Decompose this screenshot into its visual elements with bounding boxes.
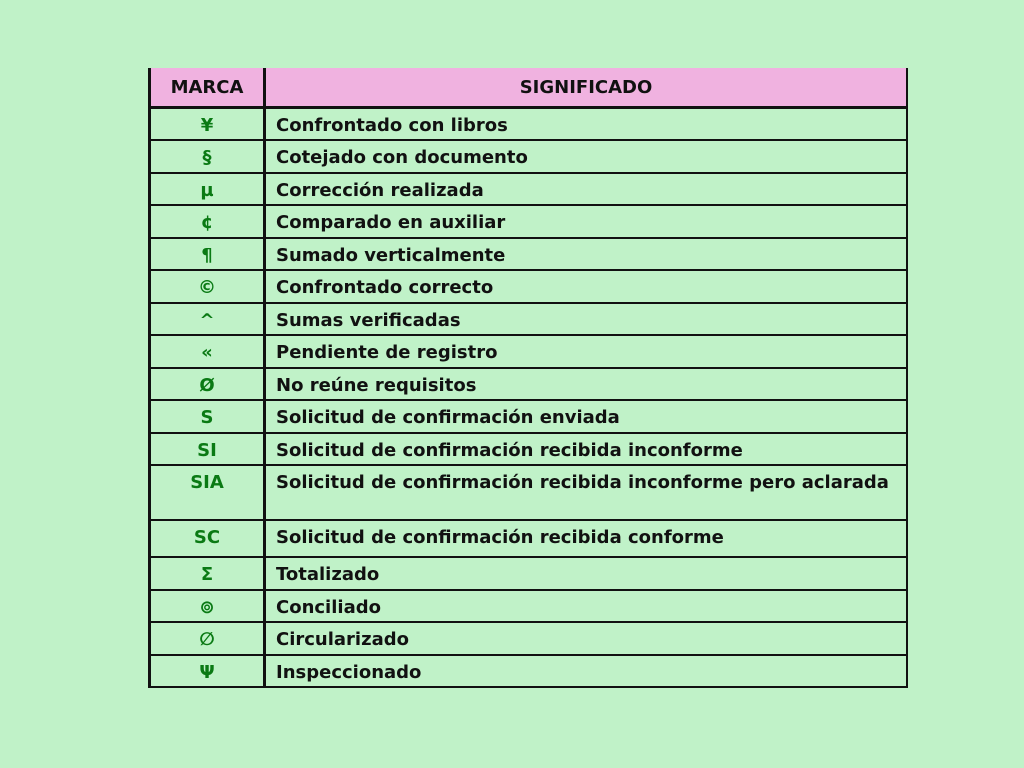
table-row — [150, 173, 908, 206]
mark-symbol: § — [150, 140, 265, 173]
mark-symbol: µ — [150, 173, 265, 206]
table-row — [150, 557, 908, 590]
header-meaning: SIGNIFICADO — [265, 68, 908, 108]
table-row — [150, 520, 908, 557]
mark-symbol: SC — [150, 520, 265, 557]
table-row — [150, 140, 908, 173]
mark-symbol: Ψ — [150, 655, 265, 688]
mark-symbol: ^ — [150, 303, 265, 336]
table-row — [150, 655, 908, 688]
table-row — [150, 108, 908, 141]
table-row — [150, 433, 908, 466]
table-row — [150, 205, 908, 238]
mark-symbol: Σ — [150, 557, 265, 590]
mark-meaning: Comparado en auxiliar — [265, 205, 908, 238]
mark-symbol: ¶ — [150, 238, 265, 271]
table-header-row — [150, 68, 908, 108]
table-row — [150, 335, 908, 368]
table-row — [150, 270, 908, 303]
mark-meaning: Corrección realizada — [265, 173, 908, 206]
mark-meaning: Cotejado con documento — [265, 140, 908, 173]
mark-meaning: Sumado verticalmente — [265, 238, 908, 271]
mark-symbol: ¢ — [150, 205, 265, 238]
table-row — [150, 622, 908, 655]
mark-symbol: © — [150, 270, 265, 303]
mark-symbol: « — [150, 335, 265, 368]
header-mark: MARCA — [150, 68, 265, 108]
mark-meaning: Solicitud de confirmación recibida inconforme — [265, 433, 908, 466]
mark-meaning: Circularizado — [265, 622, 908, 655]
mark-meaning: Solicitud de confirmación recibida conforme — [265, 520, 908, 557]
table-row — [150, 465, 908, 520]
mark-meaning: No reúne requisitos — [265, 368, 908, 401]
audit-marks-table — [148, 68, 908, 688]
mark-meaning: Sumas verificadas — [265, 303, 908, 336]
mark-symbol: Ø — [150, 368, 265, 401]
mark-meaning: Confrontado con libros — [265, 108, 908, 141]
mark-symbol: ∅ — [150, 622, 265, 655]
mark-meaning: Confrontado correcto — [265, 270, 908, 303]
mark-symbol: ⊚ — [150, 590, 265, 623]
mark-meaning: Totalizado — [265, 557, 908, 590]
mark-symbol: SI — [150, 433, 265, 466]
table-row — [150, 400, 908, 433]
mark-symbol: SIA — [150, 465, 265, 520]
table-row — [150, 303, 908, 336]
mark-symbol: S — [150, 400, 265, 433]
mark-symbol: ¥ — [150, 108, 265, 141]
table-row — [150, 238, 908, 271]
mark-meaning: Pendiente de registro — [265, 335, 908, 368]
table-row — [150, 368, 908, 401]
mark-meaning: Solicitud de confirmación enviada — [265, 400, 908, 433]
mark-meaning: Conciliado — [265, 590, 908, 623]
mark-meaning: Solicitud de confirmación recibida inconforme pero aclarada — [265, 465, 908, 520]
table-row — [150, 590, 908, 623]
mark-meaning: Inspeccionado — [265, 655, 908, 688]
